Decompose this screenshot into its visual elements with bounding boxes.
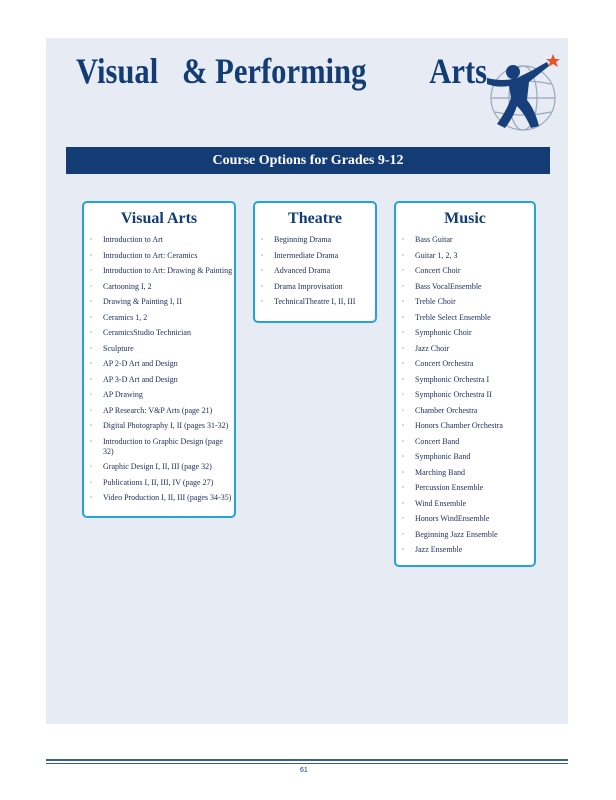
title-part-performing: & Performing [181,51,367,91]
footer-rule-thick [46,759,568,761]
course-item: ▫ Intermediate Drama [255,251,375,261]
course-item: ▫ Chamber Orchestra [396,406,534,416]
course-item: ▫ Graphic Design I, II, III (page 32) [84,462,234,472]
course-item: ▫ Treble Select Ensemble [396,313,534,323]
course-item: ▫ Drama Improvisation [255,282,375,292]
course-item: ▫ Ceramics 1, 2 [84,313,234,323]
course-item: ▫ Marching Band [396,468,534,478]
course-item: ▫ Guitar 1, 2, 3 [396,251,534,261]
music-list [396,230,534,555]
course-item: ▫ Publications I, II, III, IV (page 27) [84,478,234,488]
course-item: ▫ Symphonic Orchestra I [396,375,534,385]
page-number: 61 [300,767,308,774]
performer-globe-star-logo [483,48,563,134]
course-item: ▫ Honors WindEnsemble [396,514,534,524]
visual-arts-list [84,230,234,503]
course-item: ▫ Concert Band [396,437,534,447]
course-item: ▫ Advanced Drama [255,266,375,276]
course-item: ▫ Symphonic Choir [396,328,534,338]
course-item: ▫ Percussion Ensemble [396,483,534,493]
course-item: ▫ Digital Photography I, II (pages 31-32) [84,421,234,431]
course-item: ▫ Beginning Jazz Ensemble [396,530,534,540]
theatre-list [255,230,375,307]
theatre-heading: Theatre [288,210,342,227]
page-title [76,50,487,92]
course-item: ▫ Introduction to Art: Drawing & Painting [84,266,234,276]
course-item: ▫ Introduction to Graphic Design (page 32) [84,437,234,457]
course-item: ▫ Symphonic Orchestra II [396,390,534,400]
theatre-box [253,201,377,323]
course-item: ▫ Concert Choir [396,266,534,276]
course-item: ▫ CeramicsStudio Technician [84,328,234,338]
course-item: ▫ Honors Chamber Orchestra [396,421,534,431]
course-item: ▫ Wind Ensemble [396,499,534,509]
course-item: ▫ Introduction to Art: Ceramics [84,251,234,261]
course-options-banner: Course Options for Grades 9-12 [66,147,550,174]
course-item: ▫ Sculpture [84,344,234,354]
course-item: ▫ AP Research: V&P Arts (page 21) [84,406,234,416]
course-item: ▫ Concert Orchestra [396,359,534,369]
music-heading: Music [444,210,486,227]
course-item: ▫ Symphonic Band [396,452,534,462]
course-item: ▫ Video Production I, II, III (pages 34-35) [84,493,234,503]
visual-arts-heading: Visual Arts [120,210,198,227]
visual-arts-box [82,201,236,518]
course-item: ▫ Bass VocalEnsemble [396,282,534,292]
music-box [394,201,536,567]
course-item: ▫ Cartooning I, 2 [84,282,234,292]
course-item: ▫ TechnicalTheatre I, II, III [255,297,375,307]
course-item: ▫ Treble Choir [396,297,534,307]
course-item: ▫ AP 2-D Art and Design [84,359,234,369]
course-item: ▫ Introduction to Art [84,235,234,245]
course-item: ▫ Beginning Drama [255,235,375,245]
course-item: ▫ Drawing & Painting I, II [84,297,234,307]
course-item: ▫ AP 3-D Art and Design [84,375,234,385]
course-item: ▫ AP Drawing [84,390,234,400]
title-part-visual: Visual [76,51,159,91]
footer-rule-thin [46,763,568,764]
course-item: ▫ Jazz Ensemble [396,545,534,555]
course-item: ▫ Jazz Choir [396,344,534,354]
title-part-arts: Arts [429,51,488,91]
course-item: ▫ Bass Guitar [396,235,534,245]
